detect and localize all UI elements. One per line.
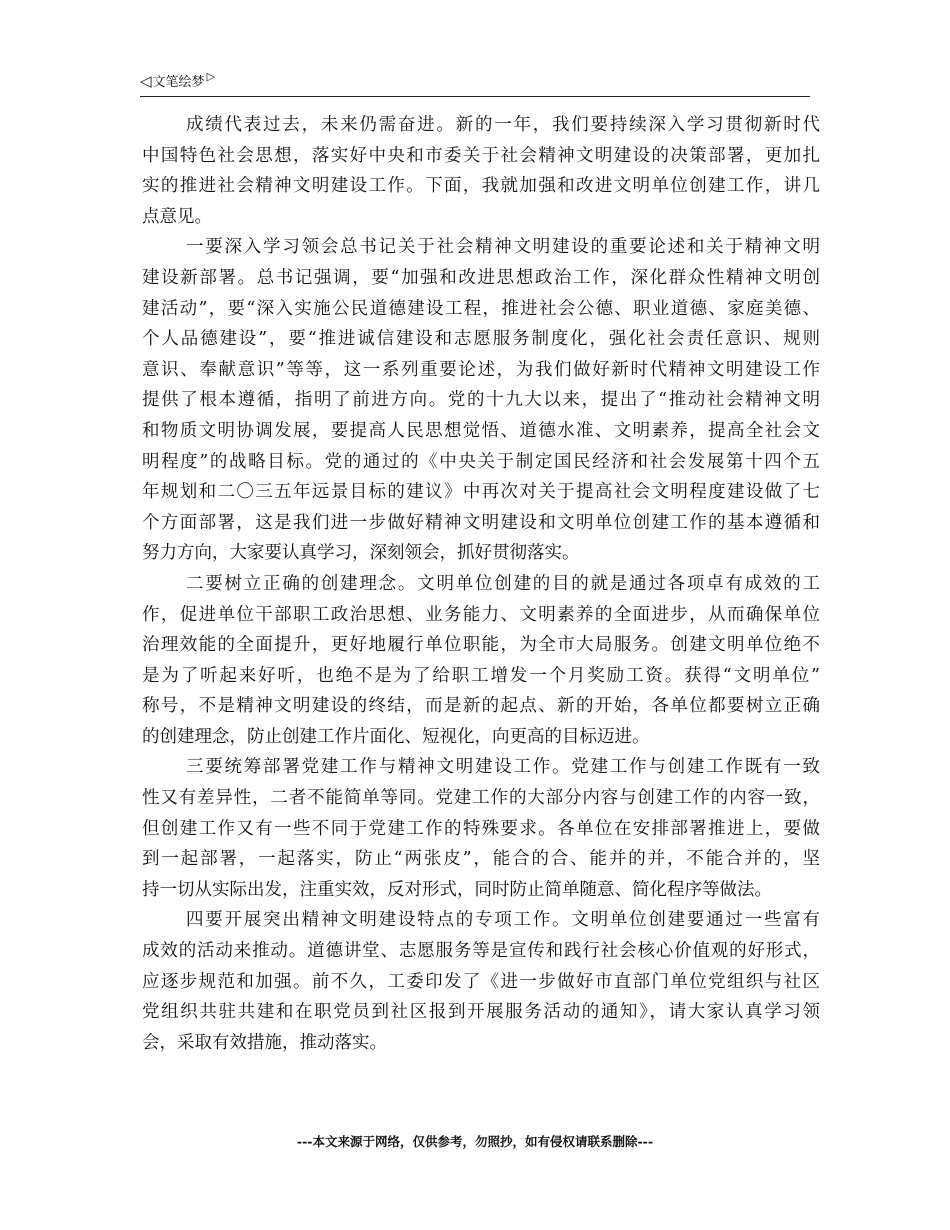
- paragraph-line: 建设新部署。总书记强调，要“加强和改进思想政治工作，深化群众性精神文明创: [142, 267, 820, 288]
- triangle-left-icon: ◁: [140, 72, 152, 90]
- paragraph-line: 的创建理念，防止创建工作片面化、短视化，向更高的目标迈进。: [142, 726, 650, 747]
- paragraph-line: 意识、奉献意识”等等，这一系列重要论述，为我们做好新时代精神文明建设工作: [142, 359, 820, 380]
- paragraph-line: 但创建工作又有一些不同于党建工作的特殊要求。各单位在安排部署推进上，要做: [142, 818, 820, 839]
- paragraph-line: 应逐步规范和加强。前不久，工委印发了《进一步做好市直部门单位党组织与社区: [142, 971, 820, 992]
- body-paragraph: [142, 569, 820, 753]
- paragraph-line: 会，采取有效措施，推动落实。: [142, 1032, 387, 1053]
- body-paragraph: [142, 110, 820, 232]
- paragraph-line: 努力方向，大家要认真学习，深刻领会，抓好贯彻落实。: [142, 543, 580, 564]
- paragraph-line: 三要统筹部署党建工作与精神文明建设工作。党建工作与创建工作既有一致: [186, 757, 820, 778]
- paragraph-line: 年规划和二〇三五年远景目标的建议》中再次对关于提高社会文明程度建设做了七: [142, 482, 820, 503]
- footer-disclaimer: ---本文来源于网络，仅供参考，勿照抄，如有侵权请联系删除---: [296, 1134, 654, 1149]
- paragraph-line: 四要开展突出精神文明建设特点的专项工作。文明单位创建要通过一些富有: [186, 910, 820, 931]
- paragraph-line: 治理效能的全面提升，更好地履行单位职能，为全市大局服务。创建文明单位绝不: [142, 635, 820, 656]
- paragraph-line: 党组织共驻共建和在职党员到社区报到开展服务活动的通知》，请大家认真学习领: [142, 1002, 820, 1023]
- body-paragraph: [142, 752, 820, 905]
- paragraph-line: 点意见。: [142, 206, 212, 227]
- body-paragraph: [142, 905, 820, 1058]
- header-title: 文笔绘梦: [152, 75, 205, 90]
- paragraph-line: 个方面部署，这是我们进一步做好精神文明建设和文明单位创建工作的基本遵循和: [142, 512, 820, 533]
- paragraph-line: 二要树立正确的创建理念。文明单位创建的目的就是通过各项卓有成效的工: [186, 573, 820, 594]
- paragraph-line: 到一起部署，一起落实，防止“两张皮”，能合的合、能并的并，不能合并的，坚: [142, 849, 820, 870]
- paragraph-line: 是为了听起来好听，也绝不是为了给职工增发一个月奖励工资。获得“文明单位”: [142, 665, 820, 686]
- paragraph-line: 明程度”的战略目标。党的通过的《中央关于制定国民经济和社会发展第十四个五: [142, 451, 820, 472]
- paragraph-line: 提供了根本遵循，指明了前进方向。党的十九大以来，提出了“推动社会精神文明: [142, 390, 820, 411]
- triangle-right-icon: ▷: [206, 70, 216, 83]
- paragraph-line: 作，促进单位干部职工政治思想、业务能力、文明素养的全面进步，从而确保单位: [142, 604, 820, 625]
- document-body: [142, 110, 820, 1058]
- paragraph-line: 称号，不是精神文明建设的终结，而是新的起点、新的开始，各单位都要树立正确: [142, 696, 820, 717]
- paragraph-line: 持一切从实际出发，注重实效，反对形式，同时防止简单随意、简化程序等做法。: [142, 879, 772, 900]
- paragraph-line: 性又有差异性，二者不能简单等同。党建工作的大部分内容与创建工作的内容一致，: [142, 788, 820, 809]
- paragraph-line: 建活动”，要“深入实施公民道德建设工程，推进社会公德、职业道德、家庭美德、: [142, 298, 820, 319]
- header-brand: [140, 71, 215, 96]
- paragraph-line: 实的推进社会精神文明建设工作。下面，我就加强和改进文明单位创建工作，讲几: [142, 176, 820, 197]
- paragraph-line: 中国特色社会思想，落实好中央和市委关于社会精神文明建设的决策部署，更加扎: [142, 145, 820, 166]
- paragraph-line: 和物质文明协调发展，要提高人民思想觉悟、道德水准、文明素养，提高全社会文: [142, 420, 820, 441]
- paragraph-line: 一要深入学习领会总书记关于社会精神文明建设的重要论述和关于精神文明: [186, 237, 820, 258]
- page-header: [140, 72, 810, 97]
- body-paragraph: [142, 232, 820, 569]
- paragraph-line: 成效的活动来推动。道德讲堂、志愿服务等是宣传和践行社会核心价值观的好形式，: [142, 941, 820, 962]
- paragraph-line: 成绩代表过去，未来仍需奋进。新的一年，我们要持续深入学习贯彻新时代: [186, 115, 820, 135]
- paragraph-line: 个人品德建设”，要“推进诚信建设和志愿服务制度化，强化社会责任意识、规则: [142, 329, 820, 350]
